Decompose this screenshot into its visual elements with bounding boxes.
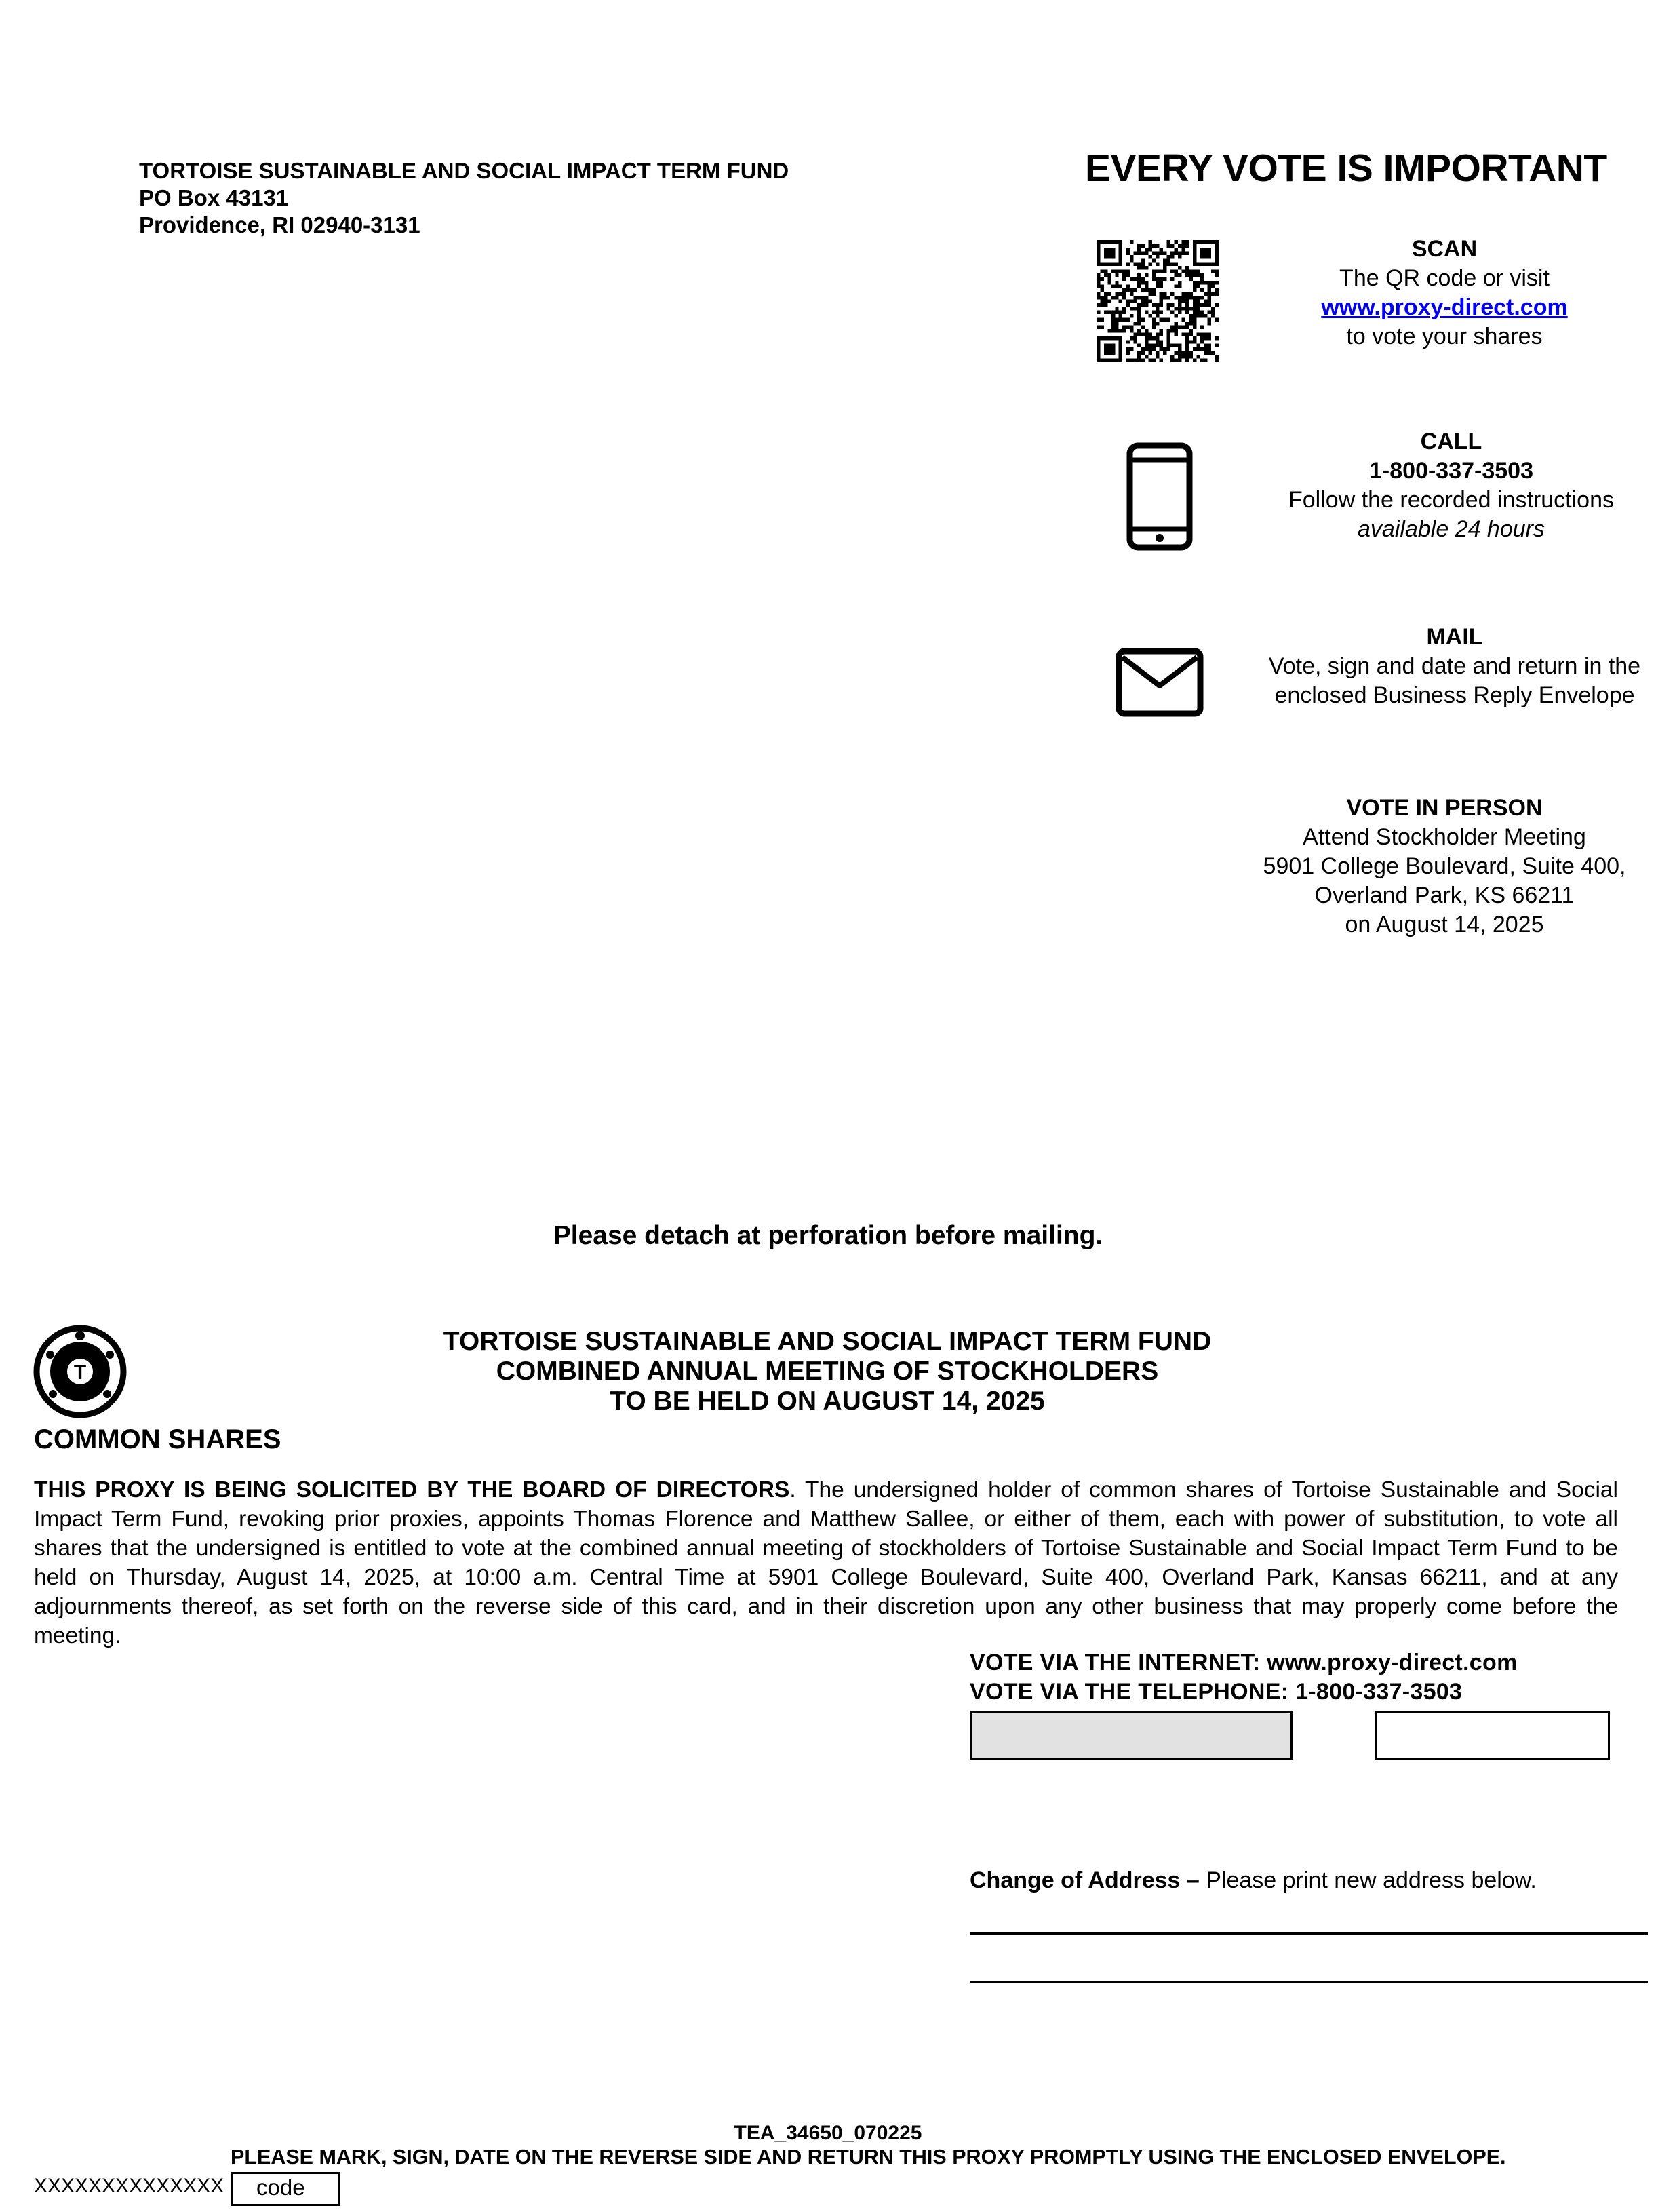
security-code-box	[1375, 1711, 1610, 1760]
in-person-heading: VOTE IN PERSON	[1346, 795, 1543, 821]
page-title: EVERY VOTE IS IMPORTANT	[1085, 147, 1607, 190]
footer-instruction: PLEASE MARK, SIGN, DATE ON THE REVERSE SIDE AND RETURN THIS PROXY PROMPTLY USING THE ENCLOSED ENVELOPE.	[231, 2146, 1506, 2169]
tortoise-logo-icon	[33, 1324, 127, 1419]
phone-icon	[1126, 442, 1194, 551]
telephone-vote-line: VOTE VIA THE TELEPHONE: 1-800-337-3503	[970, 1679, 1463, 1705]
job-code: TEA_34650_070225	[734, 2122, 922, 2144]
meeting-title-line-3: TO BE HELD ON AUGUST 14, 2025	[610, 1386, 1045, 1416]
scan-vote-option	[1275, 235, 1614, 351]
return-address-city: Providence, RI 02940-3131	[139, 212, 420, 237]
call-phone-number: 1-800-337-3503	[1369, 458, 1533, 484]
address-change-instruction: Please print new address below.	[1199, 1867, 1537, 1893]
logo-letter: T	[73, 1361, 87, 1384]
envelope-icon	[1116, 648, 1204, 717]
in-person-line-1: Attend Stockholder Meeting	[1303, 824, 1586, 850]
share-class: COMMON SHARES	[34, 1424, 281, 1454]
in-person-line-3: Overland Park, KS 66211	[1314, 882, 1575, 908]
proxy-direct-link[interactable]: www.proxy-direct.com	[1321, 294, 1568, 320]
call-line-2: available 24 hours	[1358, 516, 1545, 542]
control-number-box	[970, 1711, 1293, 1760]
address-line-2[interactable]	[970, 1981, 1648, 1983]
mail-line-2: enclosed Business Reply Envelope	[1274, 682, 1635, 708]
in-person-line-4: on August 14, 2025	[1345, 912, 1544, 937]
scan-line-3: to vote your shares	[1346, 324, 1543, 349]
detach-note: Please detach at perforation before mailing.	[553, 1221, 1103, 1250]
return-address-po-box: PO Box 43131	[139, 185, 289, 210]
in-person-line-2: 5901 College Boulevard, Suite 400,	[1263, 853, 1626, 879]
proxy-statement-lead: THIS PROXY IS BEING SOLICITED BY THE BOARD OF DIRECTORS	[34, 1477, 790, 1502]
mail-heading: MAIL	[1426, 624, 1483, 650]
electronic-voting	[970, 1648, 1518, 1707]
scan-line-1: The QR code or visit	[1339, 265, 1550, 291]
address-change	[970, 1867, 1537, 1894]
meeting-title-line-2: COMBINED ANNUAL MEETING OF STOCKHOLDERS	[496, 1357, 1159, 1386]
return-address-fund-name: TORTOISE SUSTAINABLE AND SOCIAL IMPACT TERM FUND	[139, 158, 789, 183]
call-heading: CALL	[1420, 429, 1482, 454]
proxy-statement-body: . The undersigned holder of common shares of Tortoise Sustainable and Social Impact Term Fund, revoking prior proxies, appoints Thomas Florence and Matthew Sallee, or either of them, each with power of substitution, to vote all shares that the undersigned is entitled to vote at the combined annual meeting of stockholders of Tortoise Sustainable and Social Impact Term Fund to be held on Thursday, August 14, 2025, at 10:00 a.m. Central Time at 5901 College Boulevard, Suite 400, Overland Park, Kansas 66211, and at any adjournments thereof, as set forth on the reverse side of this card, and in their discretion upon any other business that may properly come before the meeting.	[34, 1477, 1618, 1648]
call-vote-option	[1275, 427, 1628, 544]
code-label-box: code	[231, 2172, 340, 2206]
call-line-1: Follow the recorded instructions	[1288, 487, 1614, 513]
mail-vote-option	[1261, 623, 1648, 710]
in-person-vote-option	[1261, 794, 1628, 939]
meeting-title	[359, 1327, 1295, 1416]
meeting-title-line-1: TORTOISE SUSTAINABLE AND SOCIAL IMPACT TERM FUND	[443, 1327, 1212, 1356]
qr-code-icon	[1096, 240, 1219, 362]
address-line-1[interactable]	[970, 1932, 1648, 1935]
address-change-label: Change of Address –	[970, 1867, 1200, 1893]
return-address	[139, 157, 789, 239]
internet-vote-line: VOTE VIA THE INTERNET: www.proxy-direct.com	[970, 1650, 1518, 1675]
proxy-statement	[34, 1475, 1618, 1650]
mail-line-1: Vote, sign and date and return in the	[1268, 653, 1641, 679]
account-number: XXXXXXXXXXXXXX	[34, 2175, 224, 2197]
scan-heading: SCAN	[1411, 236, 1478, 262]
